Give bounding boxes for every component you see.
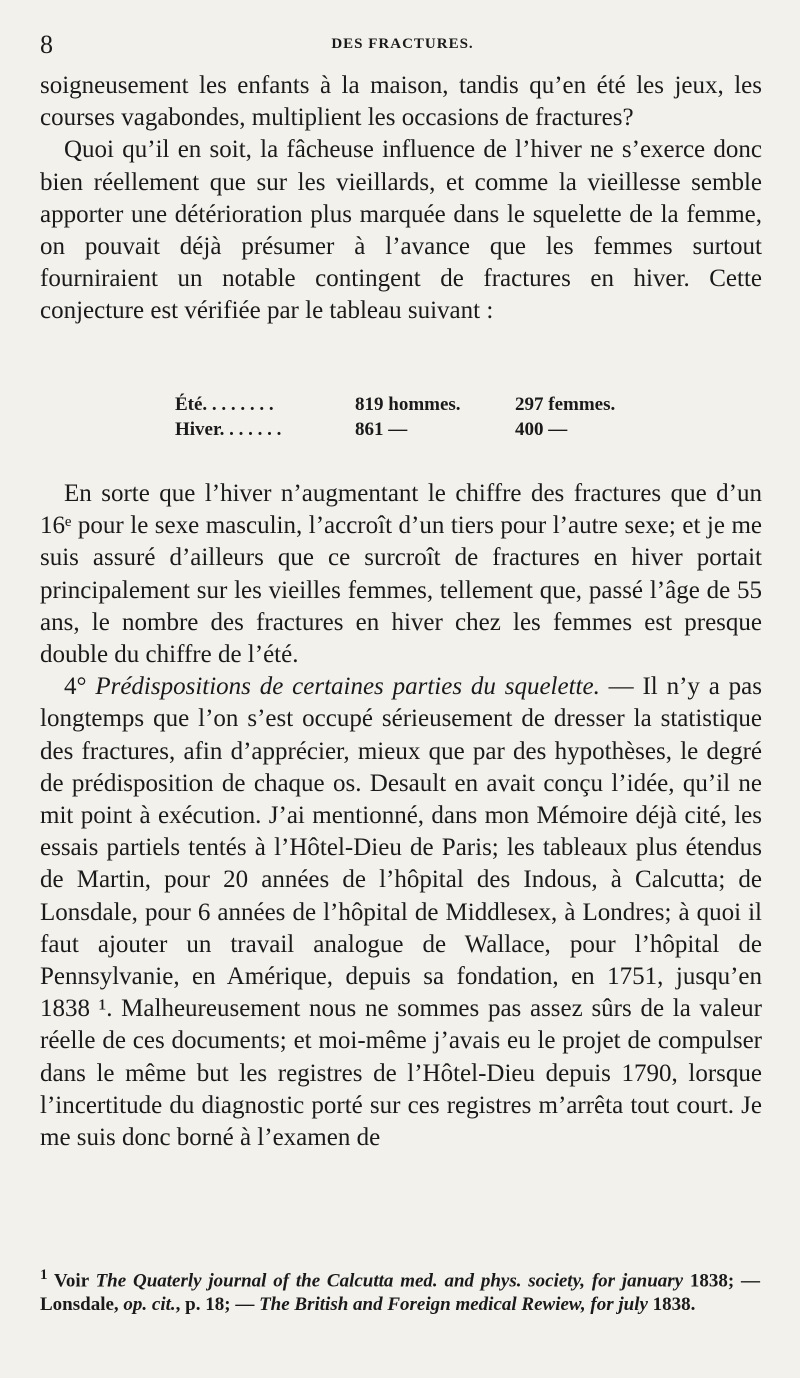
footnote-citation: op. cit. — [123, 1294, 176, 1316]
running-title: DES FRACTURES. — [331, 36, 474, 52]
women-cell: 400 — — [515, 419, 568, 440]
season-cell: Hiver. . . . . . . — [175, 419, 282, 440]
footnote-text: , p. 18; — — [175, 1294, 260, 1316]
footnote-text: 1838; — Lonsdale, — [40, 1270, 760, 1316]
section-text: — Il n’y a pas longtemps que l’on s’est occupé sérieusement de dresser la statistique des fractures, afin d’apprécier, mieux que par des hypothèses, le degré de prédisposition de chaque os. Desault en avait conçu l’idée, qu’il ne mit point à exécution. J’ai mentionné, dans mon Mémoire déjà cité, les essais partiels tentés à l’Hôtel-Dieu de Paris; les tableaux plus étendus de Martin, pour 20 années de l’hôpital des Indous, à Calcutta; de Lonsdale, pour 6 années de l’hôpital de Middlesex, à Londres; à quoi il faut ajouter un travail analogue de Wallace, pour l’hôpital de Pennsylvanie, en Amérique, depuis sa fondation, en 1751, jusqu’en 1838 ¹. Malheureusement nous ne sommes pas assez sûrs de la valeur réelle de ces documents; et moi-même j’avais eu le projet de compulser dans le même but les registres de l’Hôtel-Dieu depuis 1790, lorsque l’incertitude du diagnostic porté sur ces registres m’arrêta tout court. Je me suis donc borné à l’examen de — [40, 673, 762, 1152]
men-cell: 861 — — [355, 419, 408, 440]
body-text-bottom — [40, 478, 762, 1154]
footnote-citation: The Quaterly journal of the Calcutta med. and phys. society, for january — [95, 1270, 684, 1292]
statistics-table — [175, 392, 615, 442]
section-title: Prédispositions de certaines parties du squelette. — [95, 673, 600, 701]
body-text-top — [40, 70, 762, 328]
footnote — [40, 1263, 760, 1317]
paragraph: Quoi qu’il en soit, la fâcheuse influence de l’hiver ne s’exerce donc bien réellement que sur les vieillards, et comme la vieillesse semble apporter une détérioration plus marquée dans le squelette de la femme, on pouvait déjà présumer à l’avance que les femmes surtout fourniraient un notable contingent de fractures en hiver. Cette conjecture est vérifiée par le tableau suivant : — [40, 136, 762, 325]
men-cell: 819 hommes. — [355, 394, 461, 415]
paragraph: soigneusement les enfants à la maison, tandis qu’en été les jeux, les courses vagabondes, multiplient les occasions de fractures? — [40, 72, 762, 132]
table-row — [175, 392, 615, 417]
paragraph: En sorte que l’hiver n’augmentant le chiffre des fractures que d’un 16ᵉ pour le sexe masculin, l’accroît d’un tiers pour l’autre sexe; et je me suis assuré d’ailleurs que ce surcroît de fractures en hiver portait principalement sur les vieilles femmes, tellement que, passé l’âge de 55 ans, le nombre des fractures en hiver chez les femmes est presque double du chiffre de l’été. — [40, 480, 762, 669]
page-number: 8 — [40, 30, 53, 59]
women-cell: 297 femmes. — [515, 394, 616, 415]
table-row — [175, 417, 615, 442]
footnote-citation: The British and Foreign medical Rewiew, for july — [259, 1294, 648, 1316]
page-header — [40, 30, 765, 60]
season-cell: Été. . . . . . . . — [175, 394, 274, 415]
footnote-text: Voir — [47, 1270, 96, 1292]
footnote-text: 1838. — [647, 1294, 696, 1316]
paragraph-section-4 — [40, 671, 762, 1154]
footnote-number: 1 — [40, 1267, 48, 1283]
section-number: 4° — [64, 673, 96, 701]
